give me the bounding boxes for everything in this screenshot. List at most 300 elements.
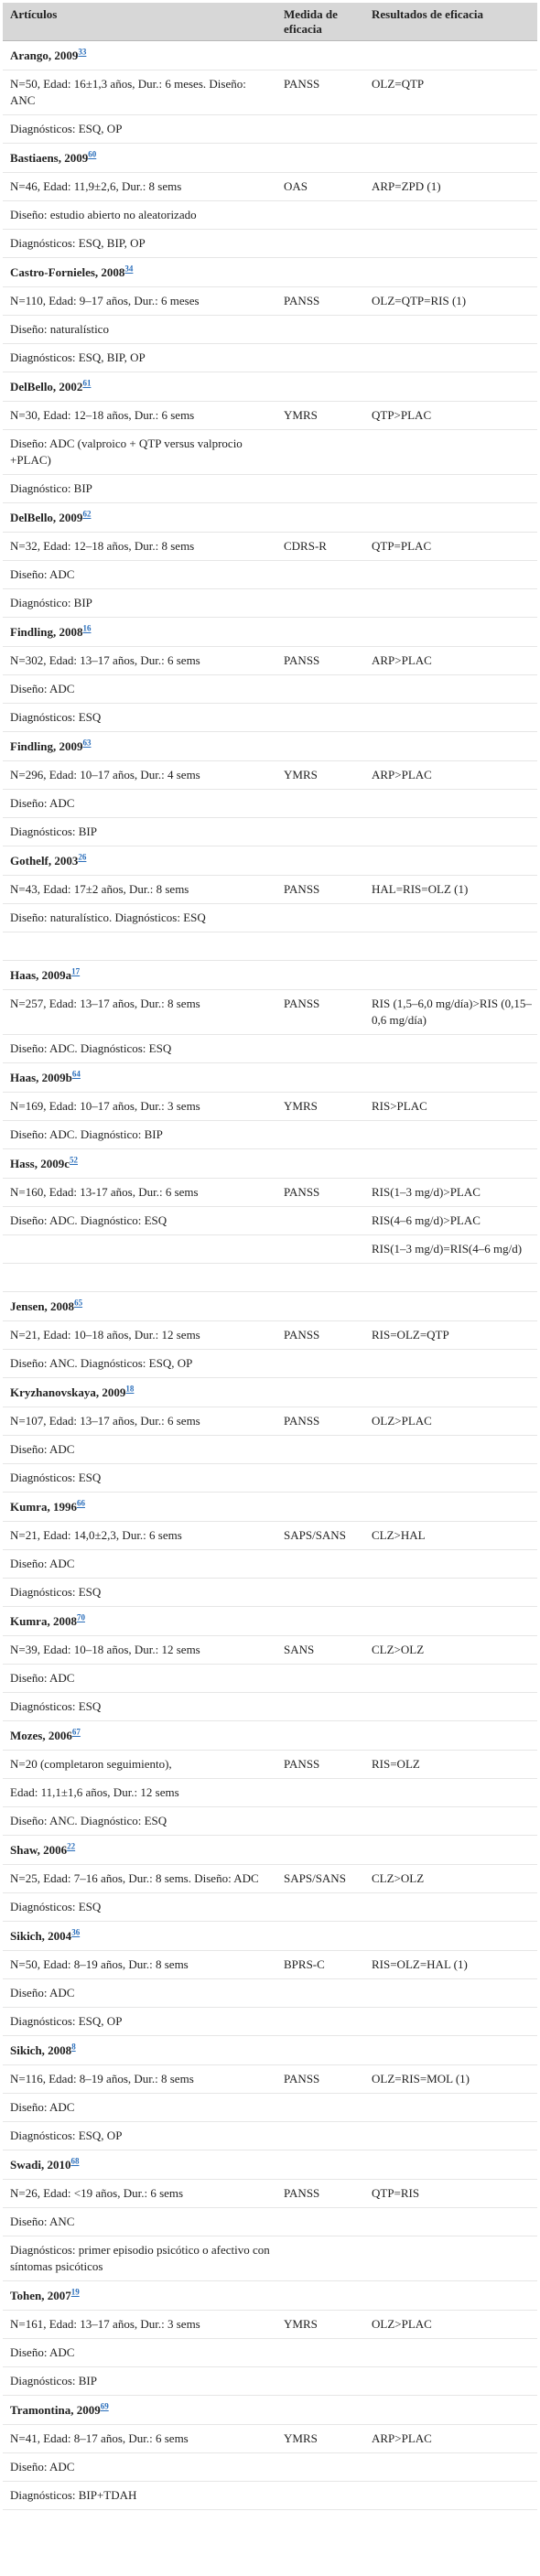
details-cell: Diseño: ADC [3, 561, 276, 589]
table-row [3, 1207, 537, 1235]
table-row [3, 1893, 537, 1922]
result-cell [364, 201, 537, 230]
study-author-year: Kryzhanovskaya, 2009 [10, 1385, 126, 1399]
table-row [3, 1407, 537, 1436]
study-heading-row [3, 1292, 537, 1321]
measure-cell [276, 1550, 364, 1579]
measure-cell: PANSS [276, 70, 364, 115]
result-cell [364, 675, 537, 704]
study-name [3, 1836, 537, 1865]
table-row [3, 316, 537, 344]
table-row [3, 430, 537, 475]
measure-cell [276, 1665, 364, 1693]
measure-cell [276, 2339, 364, 2367]
study-heading-row [3, 846, 537, 876]
result-cell: RIS(4–6 mg/d)>PLAC [364, 1207, 537, 1235]
table-row [3, 2367, 537, 2396]
study-name [3, 1378, 537, 1407]
table-body [3, 41, 537, 2510]
table-row [3, 2094, 537, 2122]
result-cell: RIS>PLAC [364, 1093, 537, 1121]
study-name [3, 1493, 537, 1522]
study-heading-row [3, 1378, 537, 1407]
details-cell: Diseño: ADC [3, 2094, 276, 2122]
result-cell: RIS=OLZ [364, 1751, 537, 1779]
table-row [3, 70, 537, 115]
measure-cell: SANS [276, 1636, 364, 1665]
spacer-row [3, 932, 537, 961]
details-cell: Diseño: estudio abierto no aleatorizado [3, 201, 276, 230]
result-cell: HAL=RIS=OLZ (1) [364, 876, 537, 904]
details-cell: N=46, Edad: 11,9±2,6, Dur.: 8 sems [3, 173, 276, 201]
reference-link[interactable]: 63 [82, 738, 92, 748]
measure-cell: CDRS-R [276, 533, 364, 561]
measure-cell [276, 115, 364, 144]
table-row [3, 1951, 537, 1979]
details-cell: Diseño: ADC [3, 2453, 276, 2482]
result-cell: RIS=OLZ=QTP [364, 1321, 537, 1350]
measure-cell: PANSS [276, 1321, 364, 1350]
study-heading-row [3, 503, 537, 533]
study-name [3, 961, 537, 990]
study-author-year: Mozes, 2006 [10, 1729, 72, 1742]
measure-cell: PANSS [276, 876, 364, 904]
result-cell: RIS=OLZ=HAL (1) [364, 1951, 537, 1979]
reference-link[interactable]: 70 [76, 1612, 85, 1622]
details-cell: Diseño: ADC. Diagnósticos: ESQ [3, 1035, 276, 1063]
details-cell: Diagnósticos: ESQ [3, 1464, 276, 1493]
table-row [3, 1321, 537, 1350]
reference-link[interactable]: 65 [74, 1298, 83, 1308]
study-heading-row [3, 2281, 537, 2311]
reference-link[interactable]: 8 [71, 2042, 76, 2052]
study-name [3, 258, 537, 287]
table-row [3, 1979, 537, 2008]
measure-cell [276, 1121, 364, 1149]
result-cell [364, 1464, 537, 1493]
measure-cell [276, 818, 364, 846]
table-row [3, 1464, 537, 1493]
details-cell: Edad: 11,1±1,6 años, Dur.: 12 sems [3, 1779, 276, 1807]
table-row [3, 287, 537, 316]
study-author-year: Tohen, 2007 [10, 2289, 71, 2302]
reference-link[interactable]: 16 [82, 623, 92, 633]
result-cell: CLZ>OLZ [364, 1636, 537, 1665]
reference-link[interactable]: 61 [82, 378, 92, 388]
study-heading-row [3, 258, 537, 287]
table-header-row [3, 3, 537, 41]
reference-link[interactable]: 22 [67, 1841, 76, 1851]
study-author-year: Sikich, 2004 [10, 1929, 72, 1943]
study-heading-row [3, 1493, 537, 1522]
study-author-year: Swadi, 2010 [10, 2158, 71, 2172]
table-row [3, 2425, 537, 2453]
study-author-year: Haas, 2009a [10, 968, 72, 982]
measure-cell: YMRS [276, 2425, 364, 2453]
result-cell: RIS(1–3 mg/d)>PLAC [364, 1179, 537, 1207]
measure-cell: PANSS [276, 1407, 364, 1436]
result-cell [364, 230, 537, 258]
empty-cell [364, 1264, 537, 1292]
table-row [3, 201, 537, 230]
measure-cell [276, 1464, 364, 1493]
measure-cell [276, 344, 364, 372]
measure-cell [276, 1350, 364, 1378]
reference-link[interactable]: 68 [70, 2156, 80, 2166]
result-cell: OLZ=QTP=RIS (1) [364, 287, 537, 316]
study-name [3, 732, 537, 761]
details-cell: Diseño: ADC [3, 2339, 276, 2367]
result-cell: OLZ>PLAC [364, 1407, 537, 1436]
result-cell: CLZ>HAL [364, 1522, 537, 1550]
measure-cell [276, 1035, 364, 1063]
details-cell: Diagnóstico: BIP [3, 475, 276, 503]
table-row [3, 561, 537, 589]
details-cell: Diseño: ADC. Diagnóstico: BIP [3, 1121, 276, 1149]
measure-cell [276, 1207, 364, 1235]
reference-link[interactable]: 69 [100, 2401, 109, 2411]
table-row [3, 2208, 537, 2236]
table-row [3, 2180, 537, 2208]
study-author-year: Kumra, 2008 [10, 1614, 77, 1628]
details-cell: Diagnósticos: ESQ, BIP, OP [3, 344, 276, 372]
table-row [3, 876, 537, 904]
details-cell: N=302, Edad: 13–17 años, Dur.: 6 sems [3, 647, 276, 675]
table-row [3, 344, 537, 372]
study-name [3, 372, 537, 402]
study-heading-row [3, 372, 537, 402]
study-heading-row [3, 2396, 537, 2425]
table-row [3, 1779, 537, 1807]
study-name [3, 2036, 537, 2065]
details-cell: Diagnósticos: BIP [3, 818, 276, 846]
table-row [3, 2311, 537, 2339]
result-cell: ARP>PLAC [364, 761, 537, 790]
result-cell [364, 1979, 537, 2008]
details-cell: Diagnósticos: ESQ, OP [3, 2122, 276, 2150]
study-author-year: Tramontina, 2009 [10, 2403, 101, 2417]
measure-cell: PANSS [276, 1751, 364, 1779]
details-cell: N=169, Edad: 10–17 años, Dur.: 3 sems [3, 1093, 276, 1121]
details-cell: Diseño: ADC [3, 1436, 276, 1464]
result-cell [364, 2236, 537, 2281]
measure-cell [276, 2482, 364, 2510]
table-row [3, 761, 537, 790]
result-cell [364, 2208, 537, 2236]
header-efficacy-results: Resultados de eficacia [364, 3, 537, 41]
table-row [3, 675, 537, 704]
result-cell: CLZ>OLZ [364, 1865, 537, 1893]
table-row [3, 1121, 537, 1149]
table-row [3, 1751, 537, 1779]
study-author-year: Findling, 2009 [10, 739, 83, 753]
study-author-year: Shaw, 2006 [10, 1843, 68, 1857]
table-row [3, 173, 537, 201]
study-heading-row [3, 961, 537, 990]
study-author-year: Sikich, 2008 [10, 2043, 72, 2057]
measure-cell: YMRS [276, 761, 364, 790]
table-row [3, 704, 537, 732]
table-row [3, 1636, 537, 1665]
result-cell [364, 1550, 537, 1579]
result-cell: ARP>PLAC [364, 2425, 537, 2453]
reference-link[interactable]: 60 [88, 149, 97, 159]
details-cell: Diagnósticos: ESQ, OP [3, 115, 276, 144]
result-cell [364, 2122, 537, 2150]
details-cell: Diseño: ANC. Diagnóstico: ESQ [3, 1807, 276, 1836]
details-cell: Diseño: ADC [3, 790, 276, 818]
result-cell [364, 1436, 537, 1464]
reference-link[interactable]: 64 [71, 1069, 81, 1079]
details-cell: N=296, Edad: 10–17 años, Dur.: 4 sems [3, 761, 276, 790]
reference-link[interactable]: 26 [78, 852, 87, 862]
study-author-year: Hass, 2009c [10, 1157, 70, 1170]
details-cell: N=160, Edad: 13-17 años, Dur.: 6 sems [3, 1179, 276, 1207]
table-row [3, 1179, 537, 1207]
result-cell [364, 1693, 537, 1721]
result-cell [364, 2008, 537, 2036]
result-cell [364, 790, 537, 818]
table-row [3, 2008, 537, 2036]
efficacy-table [3, 3, 537, 2510]
measure-cell [276, 2122, 364, 2150]
reference-link[interactable]: 18 [125, 1384, 135, 1394]
measure-cell [276, 1779, 364, 1807]
measure-cell [276, 704, 364, 732]
study-name [3, 1149, 537, 1179]
study-heading-row [3, 732, 537, 761]
study-heading-row [3, 2150, 537, 2180]
study-author-year: Castro-Fornieles, 2008 [10, 265, 125, 279]
table-row [3, 1522, 537, 1550]
details-cell: Diagnósticos: ESQ [3, 1693, 276, 1721]
measure-cell [276, 1979, 364, 2008]
study-name [3, 618, 537, 647]
result-cell [364, 561, 537, 589]
details-cell: Diseño: ANC [3, 2208, 276, 2236]
details-cell: Diseño: ADC [3, 1665, 276, 1693]
table-row [3, 230, 537, 258]
study-heading-row [3, 1063, 537, 1093]
study-heading-row [3, 144, 537, 173]
study-name [3, 2150, 537, 2180]
details-cell: Diagnósticos: BIP+TDAH [3, 2482, 276, 2510]
details-cell: N=107, Edad: 13–17 años, Dur.: 6 sems [3, 1407, 276, 1436]
study-name [3, 1922, 537, 1951]
reference-link[interactable]: 17 [71, 966, 81, 976]
reference-link[interactable]: 34 [124, 264, 134, 274]
details-cell: Diseño: ANC. Diagnósticos: ESQ, OP [3, 1350, 276, 1378]
details-cell: N=116, Edad: 8–19 años, Dur.: 8 sems [3, 2065, 276, 2094]
result-cell [364, 1779, 537, 1807]
header-efficacy-measure: Medida de eficacia [276, 3, 364, 41]
empty-cell [364, 932, 537, 961]
table-row [3, 2065, 537, 2094]
details-cell: Diagnóstico: BIP [3, 589, 276, 618]
table-row [3, 533, 537, 561]
details-cell: N=257, Edad: 13–17 años, Dur.: 8 sems [3, 990, 276, 1035]
empty-cell [276, 932, 364, 961]
table-row [3, 790, 537, 818]
study-name [3, 1292, 537, 1321]
reference-link[interactable]: 62 [82, 509, 92, 519]
result-cell [364, 704, 537, 732]
table-row [3, 2236, 537, 2281]
result-cell [364, 316, 537, 344]
reference-link[interactable]: 36 [71, 1927, 81, 1937]
table-row [3, 2482, 537, 2510]
details-cell: Diseño: naturalístico [3, 316, 276, 344]
header-articles: Artículos [3, 3, 276, 41]
study-heading-row [3, 1721, 537, 1751]
table-row [3, 1235, 537, 1264]
measure-cell: PANSS [276, 2065, 364, 2094]
measure-cell: YMRS [276, 402, 364, 430]
measure-cell [276, 790, 364, 818]
measure-cell: SAPS/SANS [276, 1865, 364, 1893]
result-cell: OLZ=RIS=MOL (1) [364, 2065, 537, 2094]
study-author-year: Arango, 2009 [10, 49, 79, 62]
details-cell: Diseño: ADC. Diagnóstico: ESQ [3, 1207, 276, 1235]
result-cell [364, 1579, 537, 1607]
study-heading-row [3, 1149, 537, 1179]
measure-cell: PANSS [276, 2180, 364, 2208]
details-cell: N=50, Edad: 8–19 años, Dur.: 8 sems [3, 1951, 276, 1979]
reference-link[interactable]: 33 [78, 47, 87, 57]
measure-cell [276, 430, 364, 475]
table-row [3, 1807, 537, 1836]
table-row [3, 2453, 537, 2482]
table-row [3, 904, 537, 932]
table-row [3, 1035, 537, 1063]
result-cell [364, 1350, 537, 1378]
result-cell [364, 1121, 537, 1149]
measure-cell [276, 1235, 364, 1264]
table-row [3, 1436, 537, 1464]
table-row [3, 1665, 537, 1693]
result-cell [364, 2482, 537, 2510]
study-heading-row [3, 2036, 537, 2065]
table-row [3, 990, 537, 1035]
table-row [3, 818, 537, 846]
details-cell: Diagnósticos: ESQ [3, 1579, 276, 1607]
reference-link[interactable]: 67 [71, 1727, 81, 1737]
study-name [3, 503, 537, 533]
result-cell: ARP=ZPD (1) [364, 173, 537, 201]
reference-link[interactable]: 52 [70, 1155, 78, 1165]
study-name [3, 144, 537, 173]
result-cell: RIS(1–3 mg/d)=RIS(4–6 mg/d) [364, 1235, 537, 1264]
measure-cell [276, 201, 364, 230]
details-cell: Diagnósticos: BIP [3, 2367, 276, 2396]
details-cell: N=21, Edad: 10–18 años, Dur.: 12 sems [3, 1321, 276, 1350]
measure-cell: SAPS/SANS [276, 1522, 364, 1550]
table-row [3, 402, 537, 430]
result-cell: ARP>PLAC [364, 647, 537, 675]
result-cell: QTP>PLAC [364, 402, 537, 430]
table-row [3, 1693, 537, 1721]
study-author-year: Haas, 2009b [10, 1071, 72, 1084]
result-cell [364, 1893, 537, 1922]
result-cell [364, 2094, 537, 2122]
study-name [3, 1721, 537, 1751]
reference-link[interactable]: 66 [76, 1498, 85, 1508]
measure-cell [276, 316, 364, 344]
details-cell [3, 1235, 276, 1264]
result-cell [364, 1035, 537, 1063]
details-cell: N=39, Edad: 10–18 años, Dur.: 12 sems [3, 1636, 276, 1665]
study-heading-row [3, 1922, 537, 1951]
details-cell: Diagnósticos: ESQ, OP [3, 2008, 276, 2036]
measure-cell [276, 561, 364, 589]
details-cell: N=43, Edad: 17±2 años, Dur.: 8 sems [3, 876, 276, 904]
study-author-year: Findling, 2008 [10, 625, 83, 639]
result-cell [364, 344, 537, 372]
measure-cell [276, 1693, 364, 1721]
result-cell [364, 115, 537, 144]
study-author-year: Kumra, 1996 [10, 1500, 77, 1514]
table-row [3, 1579, 537, 1607]
reference-link[interactable]: 19 [70, 2287, 80, 2297]
study-name [3, 1607, 537, 1636]
empty-cell [3, 932, 276, 961]
details-cell: N=21, Edad: 14,0±2,3, Dur.: 6 sems [3, 1522, 276, 1550]
study-name [3, 1063, 537, 1093]
result-cell: QTP=PLAC [364, 533, 537, 561]
measure-cell [276, 230, 364, 258]
study-author-year: DelBello, 2009 [10, 511, 83, 524]
details-cell: Diagnósticos: ESQ [3, 1893, 276, 1922]
measure-cell [276, 1579, 364, 1607]
details-cell: N=110, Edad: 9–17 años, Dur.: 6 meses [3, 287, 276, 316]
measure-cell: PANSS [276, 990, 364, 1035]
result-cell [364, 589, 537, 618]
measure-cell: PANSS [276, 1179, 364, 1207]
result-cell [364, 818, 537, 846]
result-cell: OLZ=QTP [364, 70, 537, 115]
result-cell [364, 430, 537, 475]
result-cell [364, 2367, 537, 2396]
measure-cell [276, 475, 364, 503]
study-name [3, 2281, 537, 2311]
details-cell: Diseño: ADC [3, 1550, 276, 1579]
details-cell: Diagnósticos: ESQ [3, 704, 276, 732]
details-cell: N=161, Edad: 13–17 años, Dur.: 3 sems [3, 2311, 276, 2339]
measure-cell [276, 2367, 364, 2396]
study-author-year: Jensen, 2008 [10, 1299, 75, 1313]
details-cell: N=20 (completaron seguimiento), [3, 1751, 276, 1779]
details-cell: N=26, Edad: <19 años, Dur.: 6 sems [3, 2180, 276, 2208]
table-row [3, 589, 537, 618]
study-author-year: Gothelf, 2003 [10, 854, 79, 868]
measure-cell [276, 589, 364, 618]
study-author-year: DelBello, 2002 [10, 380, 83, 393]
details-cell: N=25, Edad: 7–16 años, Dur.: 8 sems. Diseño: ADC [3, 1865, 276, 1893]
details-cell: Diseño: ADC [3, 675, 276, 704]
measure-cell: YMRS [276, 2311, 364, 2339]
study-heading-row [3, 1607, 537, 1636]
table-row [3, 647, 537, 675]
study-author-year: Bastiaens, 2009 [10, 151, 89, 165]
study-heading-row [3, 41, 537, 70]
empty-cell [3, 1264, 276, 1292]
details-cell: N=30, Edad: 12–18 años, Dur.: 6 sems [3, 402, 276, 430]
spacer-row [3, 1264, 537, 1292]
table-row [3, 1350, 537, 1378]
measure-cell [276, 1807, 364, 1836]
details-cell: N=50, Edad: 16±1,3 años, Dur.: 6 meses. Diseño: ANC [3, 70, 276, 115]
table-row [3, 2339, 537, 2367]
